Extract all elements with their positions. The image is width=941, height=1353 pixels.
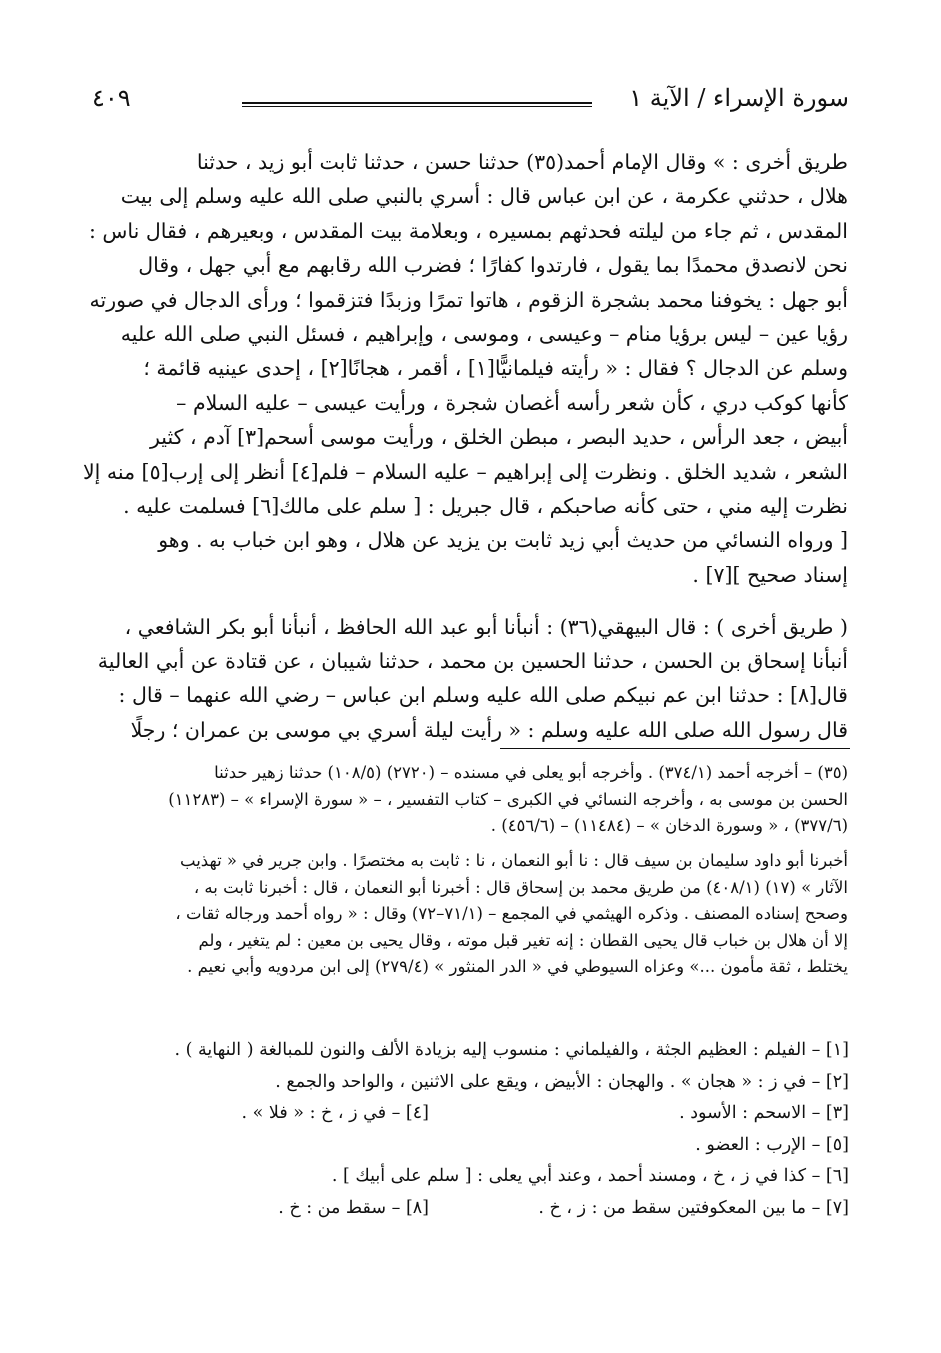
text-line: رؤيا عين – ليس برؤيا منام – وعيسى ، وموسى ، وإبراهيم ، فسئل النبي صلى الله عليه (120, 322, 848, 347)
second-paragraph (96, 610, 848, 747)
note-line: (٣٥) – أخرجه أحمد (٣٧٤/١) . وأخرجه أبو يعلى في مسنده – (٢٧٢٠) (١٠٨/٥) حدثنا زهير حدثنا (214, 763, 848, 782)
footnote-8: [٨] – سقط من : خ . (278, 1197, 429, 1218)
footnote-2: [٢] – في ز : « هجان » . والهجان : الأبيض ، ويقع على الاثنين ، والواحد والجمع . (275, 1071, 849, 1092)
editor-notes (96, 760, 848, 840)
footnote-7: [٧] – ما بين المعكوفتين سقط من : ز ، خ . (538, 1197, 849, 1218)
footnote-1: [١] – الفيلم : العظيم الجثة ، والفيلماني : منسوب إليه بزيادة الألف والنون للمبالغة ( النهاية ) . (174, 1040, 849, 1060)
note-line: الآثار » (١٧) (٤٠٨/١) من طريق محمد بن إسحاق قال : أخبرنا أبو النعمان ، قال : أخبرنا ثابت به ، (193, 877, 848, 897)
text-line: قال رسول الله صلى الله عليه وسلم : « رأيت ليلة أسري بي موسى بن عمران ؛ رجلًا (130, 717, 848, 742)
footnote-4: [٤] – في ز ، خ : « فلا » . (241, 1103, 429, 1123)
note-line: (٣٧٧/٦) ، « وسورة الدخان » – (١١٤٨٤) – (٤٥٦/٦) . (490, 816, 848, 835)
text-line: إسناد صحيح ][٧] . (692, 562, 848, 587)
page-header (92, 80, 849, 120)
note-line: الحسن بن موسى به ، وأخرجه النسائي في الكبرى – كتاب التفسير ، – « سورة الإسراء » – (١١٢٨٣) (168, 789, 848, 809)
text-line: كأنها كوكب دري ، كأن شعر رأسه أغصان شجرة ، ورأيت عيسى – عليه السلام – (176, 390, 848, 415)
footnote-row-7-8 (89, 1193, 849, 1225)
editor-notes-continued (96, 848, 848, 981)
text-line: [ ورواه النسائي من حديث أبي زيد ثابت بن يزيد عن هلال ، وهو ابن خباب به . وهو (158, 528, 848, 553)
text-line: ( طريق أخرى ) : قال البيهقي(٣٦) : أنبأنا أبو عبد الله الحافظ ، أنبأنا أبو بكر الشافعي ، (124, 615, 848, 639)
footnote-5: [٥] – الإرب : العضو . (695, 1134, 849, 1155)
header-rule-thin (242, 106, 592, 107)
text-line: طريق أخرى : » وقال الإمام أحمد(٣٥) حدثنا حسن ، حدثنا ثابت أبو زيد ، حدثنا (196, 150, 848, 174)
main-text (82, 145, 848, 592)
note-line: أخبرنا أبو داود سليمان بن سيف قال : نا أبو النعمان ، نا : ثابت به مختصرًا . وابن جرير في « تهذيب (180, 851, 848, 870)
notes-separator-rule (500, 748, 850, 749)
text-line: نحن لانصدق محمدًا بما يقول ، فارتدوا كفارًا ؛ فضرب الله رقابهم مع أبي جهل ، وقال (138, 253, 848, 278)
text-line: المقدس ، ثم جاء من ليلته فحدثهم بمسيره ، وبعلامة بيت المقدس ، وبعيرهم ، فقال ناس : (88, 218, 848, 243)
text-line: قال[٨] : حدثنا ابن عم نبيكم صلى الله عليه وسلم ابن عباس – رضي الله عنهما – قال : (118, 683, 848, 708)
footnotes (89, 1035, 849, 1224)
text-line: نظرت إليه مني ، حتى كأنه صاحبكم ، قال جبريل : [ سلم على مالك[٦] فسلمت عليه . (123, 494, 848, 519)
text-line: الشعر ، شديد الخلق . ونظرت إلى إبراهيم – عليه السلام – فلم[٤] أنظر إلى إرب[٥] منه إلا (82, 459, 848, 484)
footnote-3: [٣] – الاسحم : الأسود . (679, 1103, 849, 1123)
note-line: إلا أن هلال بن خباب قال يحيى القطان : إنه تغير قبل موته ، وقال يحيى بن معين : لم يتغير ، ولم (198, 930, 848, 950)
text-line: وسلم عن الدجال ؟ فقال : « رأيته فيلمانيًّا[١] ، أقمر ، هجانًا[٢] ، إحدى عينيه قائمة ؛ (143, 356, 848, 381)
footnote-6: [٦] – كذا في ز ، خ ، ومسند أحمد ، وعند أبي يعلى : [ سلم على أبيك ] . (331, 1166, 849, 1186)
text-line: أنبأنا إسحاق بن الحسن ، حدثنا الحسين بن محمد ، حدثنا شيبان ، عن قتادة عن أبي العالية (97, 649, 848, 674)
running-title: سورة الإسراء / الآية ١ (629, 84, 849, 112)
text-line: أبيض ، جعد الرأس ، حديد البصر ، مبطن الخلق ، ورأيت موسى أسحم[٣] آدم ، كثير (150, 425, 848, 450)
page-number: ٤٠٩ (92, 84, 131, 112)
text-line: هلال ، حدثني عكرمة ، عن ابن عباس قال : أسري بالنبي صلى الله عليه وسلم إلى بيت (120, 184, 848, 209)
text-line: أبو جهل : يخوفنا محمد بشجرة الزقوم ، هاتوا تمرًا وزبدًا فتزقموا ؛ ورأى الدجال في صورته (89, 287, 848, 312)
note-line: يختلط ، ثقة مأمون ...» وعزاه السيوطي في « الدر المنثور » (٢٧٩/٤) إلى ابن مردويه وأبي نعيم . (187, 957, 848, 976)
footnote-row-3-4 (89, 1098, 849, 1130)
header-rule (242, 102, 592, 104)
note-line: وصحح إسناده المصنف . وذكره الهيثمي في المجمع – (٧١/١–٧٢) وقال : « رواه أحمد ورجاله ثقات ، (175, 904, 848, 923)
